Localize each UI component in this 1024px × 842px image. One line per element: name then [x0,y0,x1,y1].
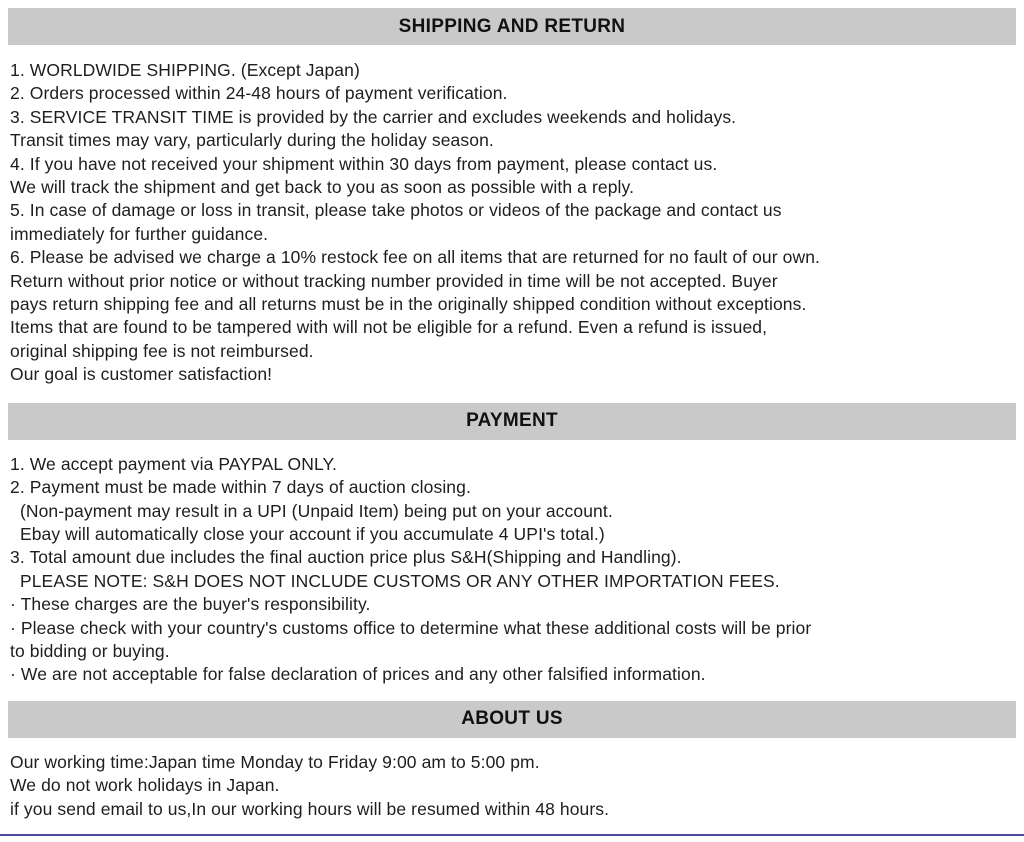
text-line: if you send email to us,In our working hours will be resumed within 48 hours. [10,798,610,819]
shipping-return-header-bar [8,8,1016,45]
section-payment [0,403,1024,687]
payment-title: PAYMENT [466,410,558,432]
text-line: 2. Payment must be made within 7 days of auction closing. [10,477,471,498]
text-line: · Please check with your country's customs office to determine what these additional costs will be prior [10,617,812,638]
text-line: pays return shipping fee and all returns must be in the originally shipped condition without exceptions. [10,294,807,315]
text-line: We do not work holidays in Japan. [10,775,280,796]
text-line: 6. Please be advised we charge a 10% restock fee on all items that are returned for no fault of our own. [10,247,821,268]
bottom-divider [0,834,1024,836]
text-line: Our working time:Japan time Monday to Friday 9:00 am to 5:00 pm. [10,751,540,772]
text-line: · We are not acceptable for false declaration of prices and any other falsified information. [10,664,706,685]
payment-body [0,453,1024,687]
shipping-return-title: SHIPPING AND RETURN [398,15,626,37]
text-line: 3. Total amount due includes the final auction price plus S&H(Shipping and Handling). [10,547,682,568]
text-line: 3. SERVICE TRANSIT TIME is provided by the carrier and excludes weekends and holidays. [10,106,737,127]
about-us-title: ABOUT US [461,708,563,730]
text-line: (Non-payment may result in a UPI (Unpaid Item) being put on your account. [10,500,613,521]
text-line: We will track the shipment and get back to you as soon as possible with a reply. [10,177,635,198]
text-line: Our goal is customer satisfaction! [10,364,273,385]
text-line: to bidding or buying. [10,640,170,661]
text-line: PLEASE NOTE: S&H DOES NOT INCLUDE CUSTOMS OR ANY OTHER IMPORTATION FEES. [10,570,780,591]
text-line: immediately for further guidance. [10,223,269,244]
text-line: Return without prior notice or without tracking number provided in time will be not accepted. Buyer [10,270,778,291]
shipping-return-body [0,59,1024,387]
text-line: 2. Orders processed within 24-48 hours of payment verification. [10,83,508,104]
about-us-header-bar [8,701,1016,738]
text-line: 4. If you have not received your shipment within 30 days from payment, please contact us. [10,153,718,174]
section-about-us [0,701,1024,821]
text-line: Items that are found to be tampered with will not be eligible for a refund. Even a refund is issued, [10,317,768,338]
text-line: · These charges are the buyer's responsibility. [10,594,371,615]
section-shipping-return [0,8,1024,387]
about-us-body [0,751,1024,821]
text-line: 1. We accept payment via PAYPAL ONLY. [10,453,337,474]
text-line: Transit times may vary, particularly during the holiday season. [10,130,494,151]
text-line: 5. In case of damage or loss in transit, please take photos or videos of the package and contact us [10,200,782,221]
text-line: original shipping fee is not reimbursed. [10,340,314,361]
text-line: Ebay will automatically close your account if you accumulate 4 UPI's total.) [10,523,605,544]
payment-header-bar [8,403,1016,440]
text-line: 1. WORLDWIDE SHIPPING. (Except Japan) [10,60,360,80]
